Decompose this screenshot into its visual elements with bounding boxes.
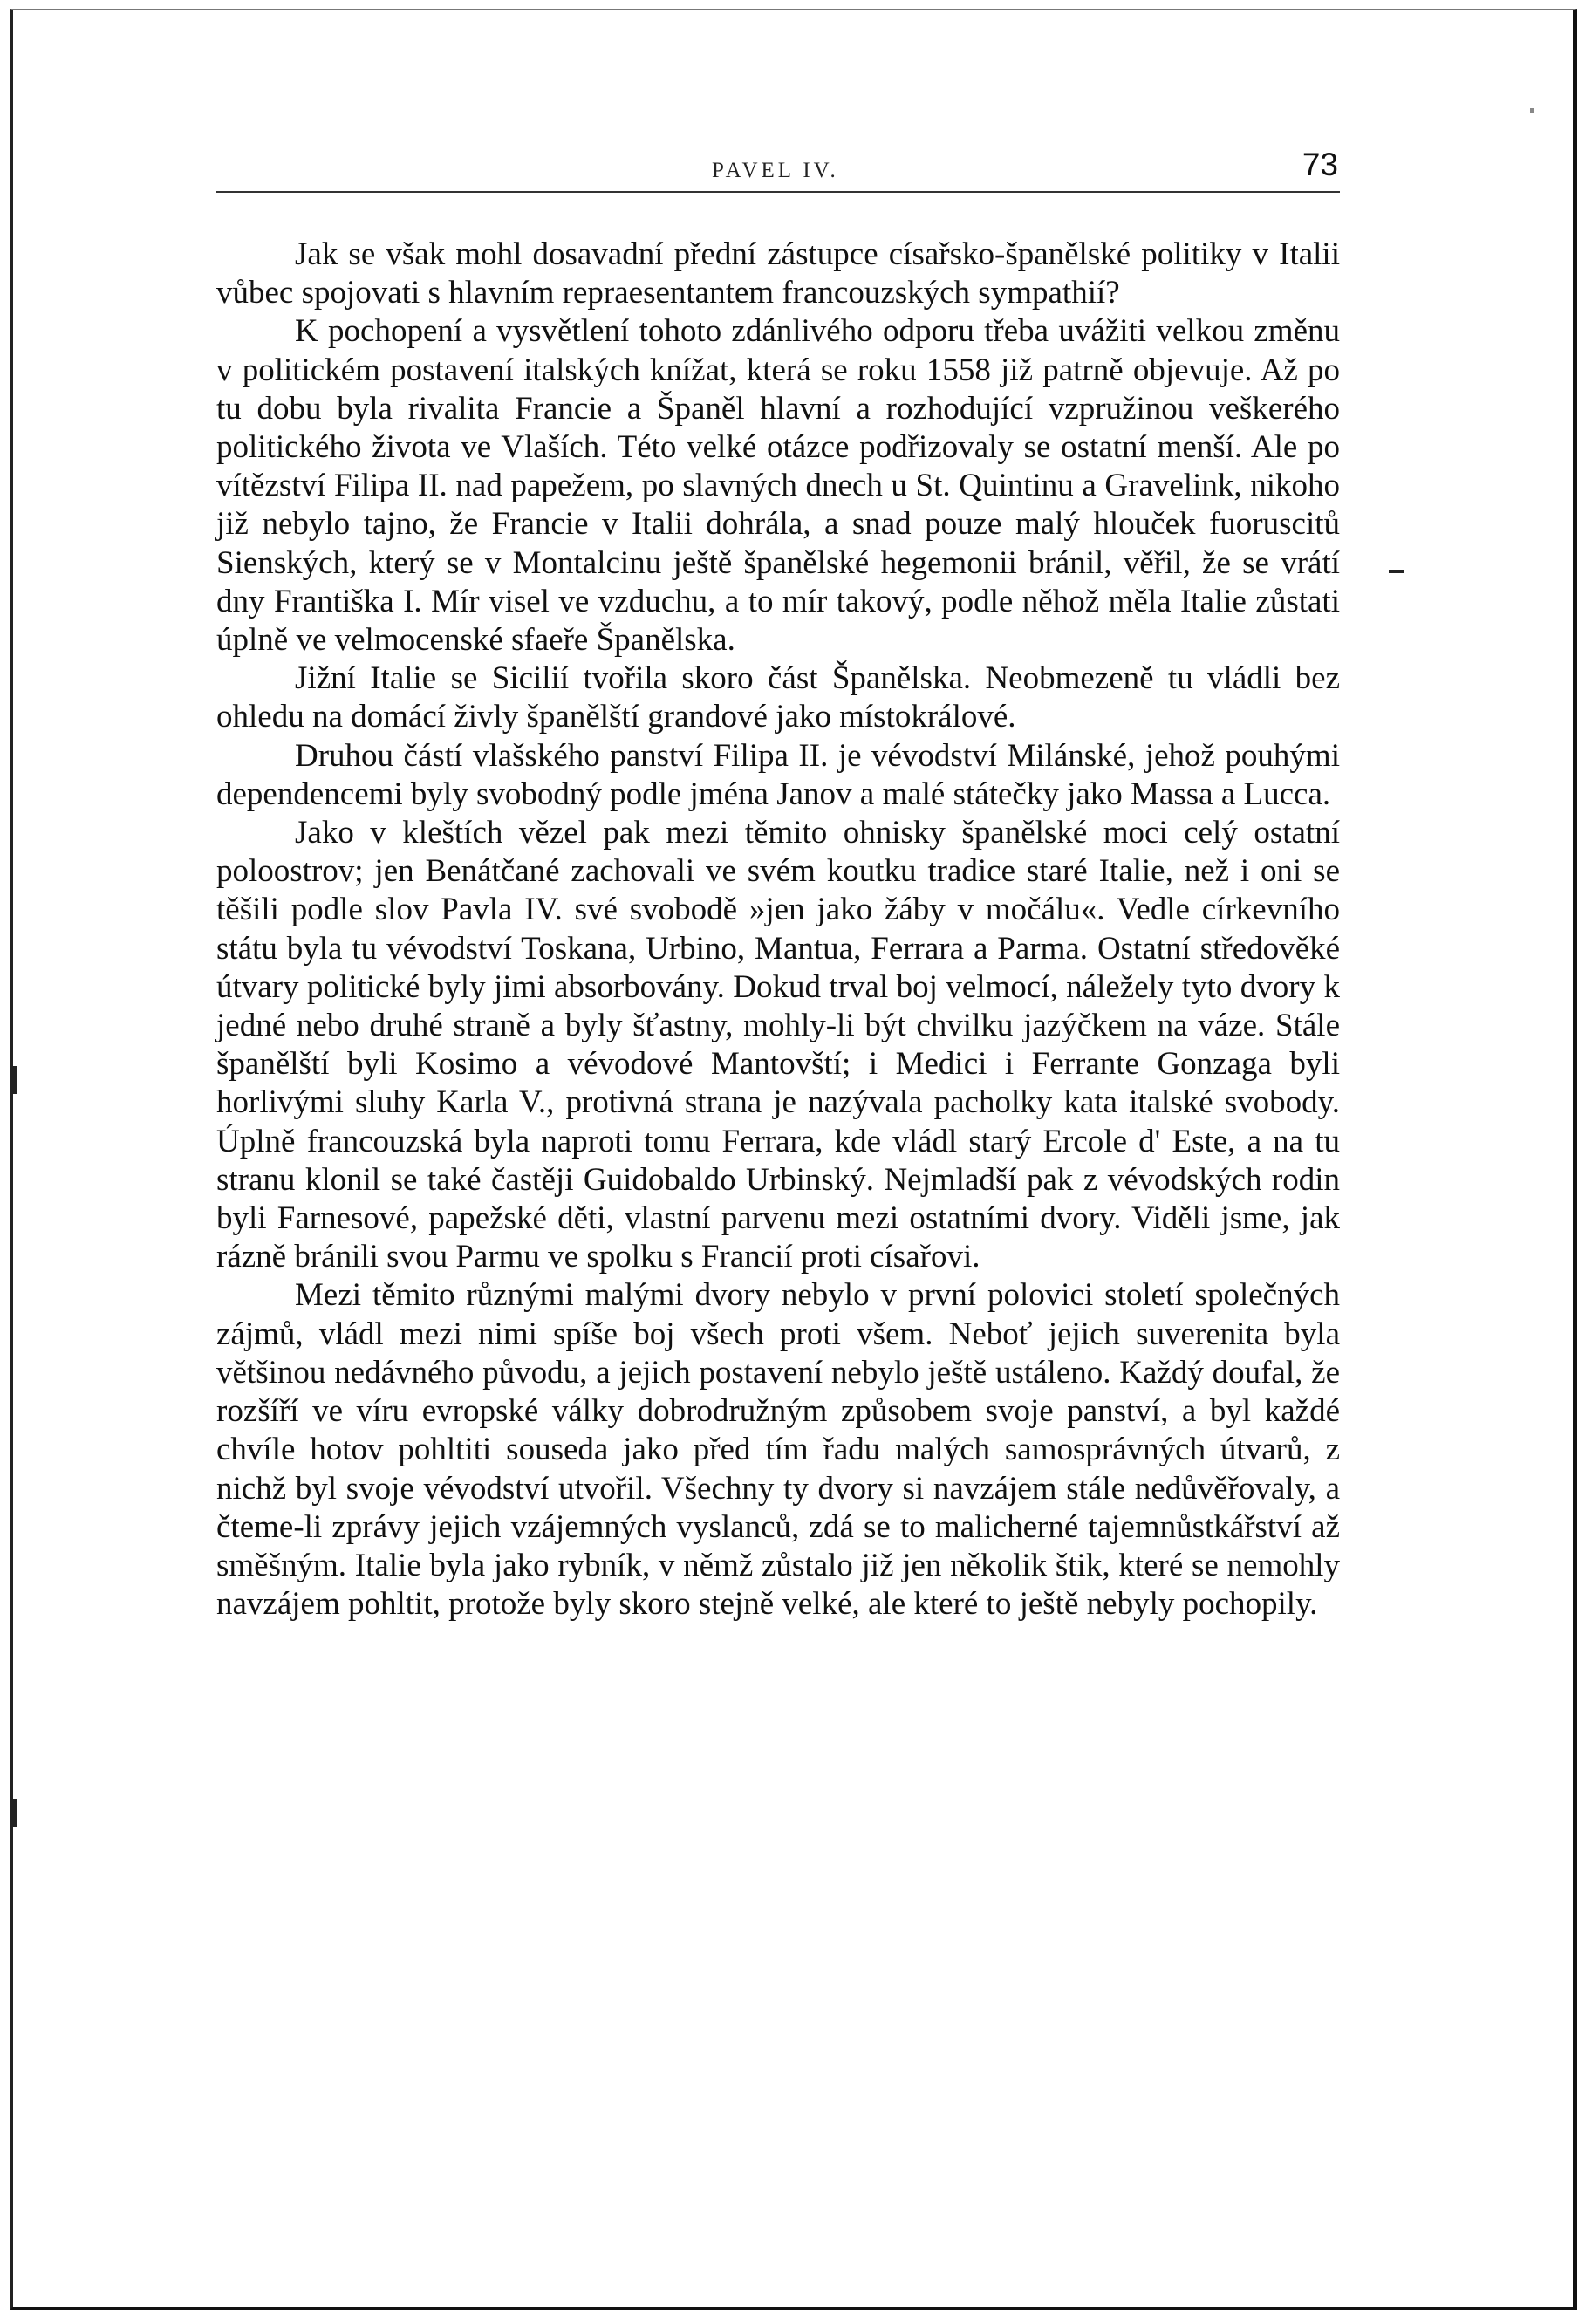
paragraph: Druhou částí vlašského panství Filipa II. je vévodství Milánské, jehož pouhými dependencemi byly svobodný podle jména Janov a malé státečky jako Massa a Lucca. xyxy=(216,737,1340,812)
paragraph: Jižní Italie se Sicilií tvořila skoro část Španělska. Neobmezeně tu vládli bez ohledu na domácí živly španělští grandové jako místokrálové. xyxy=(216,660,1340,735)
body-text xyxy=(216,236,1340,1623)
paragraph: Mezi těmito různými malými dvory nebylo v první polovici století společných zájmů, vládl mezi nimi spíše boj všech proti všem. Neboť jejich suverenita byla většinou nedávného původu, a jejich postavení nebylo ještě ustáleno. Každý doufal, že rozšíří ve víru evropské války dobrodružným způsobem svoje panství, a byl každé chvíle hotov pohltiti souseda jako před tím řadu malých samosprávných útvarů, z nichž byl svoje vévodství utvořil. Všechny ty dvory si navzájem stále nedůvěřovaly, a čteme-li zprávy jejich vzájemných vyslanců, zdá se to malicherné tajemnůstkářství až směšným. Italie byla jako rybník, v němž zůstalo již jen několik štik, které se nemohly navzájem pohltit, protože byly skoro stejně velké, ale které to ještě nebyly pochopily. xyxy=(216,1277,1340,1623)
page-header xyxy=(216,147,1338,195)
binding-mark-upper xyxy=(12,1066,17,1094)
paragraph: Jako v kleštích vězel pak mezi těmito ohnisky španělské moci celý ostatní poloostrov; jen Benátčané zachovali ve svém koutku tradice staré Italie, než i oni se těšili podle slov Pavla IV. své svobodě »jen jako žáby v močálu«. Vedle církevního státu byla tu vévodství Toskana, Urbino, Mantua, Ferrara a Parma. Ostatní středověké útvary politické byly jimi absorbovány. Dokud trval boj velmocí, náležely tyto dvory k jedné nebo druhé straně a byly šťastny, mohly-li být chvilku jazýčkem na váze. Stále španělští byli Kosimo a vévodové Mantovští; i Medici i Ferrante Gonzaga byli horlivými sluhy Karla V., protivná strana je nazývala pacholky kata italské svobody. Úplně francouzská byla naproti tomu Ferrara, kde vládl starý Ercole d' Este, a na tu stranu klonil se také častěji Guidobaldo Urbinský. Nejmladší pak z vévodských rodin byli Farnesové, papežské děti, vlastní parvenu mezi ostatními dvory. Viděli jsme, jak rázně bránili svou Parmu ve spolku s Francií proti císařovi. xyxy=(216,815,1340,1275)
paragraph: K pochopení a vysvětlení tohoto zdánlivého odporu třeba uvážiti velkou změnu v politickém postavení italských knížat, která se roku 1558 již patrně objevuje. Až po tu dobu byla rivalita Francie a Španěl hlavní a rozhodující vzpružinou veškerého politického života ve Vlaších. Této velké otázce podřizovaly se ostatní menší. Ale po vítězství Filipa II. nad papežem, po slavných dnech u St. Quintinu a Gravelink, nikoho již nebylo tajno, že Francie v Italii dohrála, a snad pouze malý hlouček fuoruscitů Sienských, který se v Montalcinu ještě španělské hegemonii bránil, věřil, že se vrátí dny Františka I. Mír visel ve vzduchu, a to mír takový, podle něhož měla Italie zůstati úplně ve velmocenské sfaeře Španělska. xyxy=(216,313,1340,659)
scan-speck xyxy=(1530,108,1534,113)
binding-mark-lower xyxy=(12,1799,17,1827)
margin-mark xyxy=(1389,570,1404,573)
running-head: PAVEL IV. xyxy=(712,159,839,182)
header-rule xyxy=(216,191,1340,193)
paragraph: Jak se však mohl dosavadní přední zástupce císařsko-španělské politiky v Italii vůbec spojovati s hlavním repraesentantem francouzských sympathií? xyxy=(216,236,1340,311)
page-number: 73 xyxy=(1302,147,1338,182)
